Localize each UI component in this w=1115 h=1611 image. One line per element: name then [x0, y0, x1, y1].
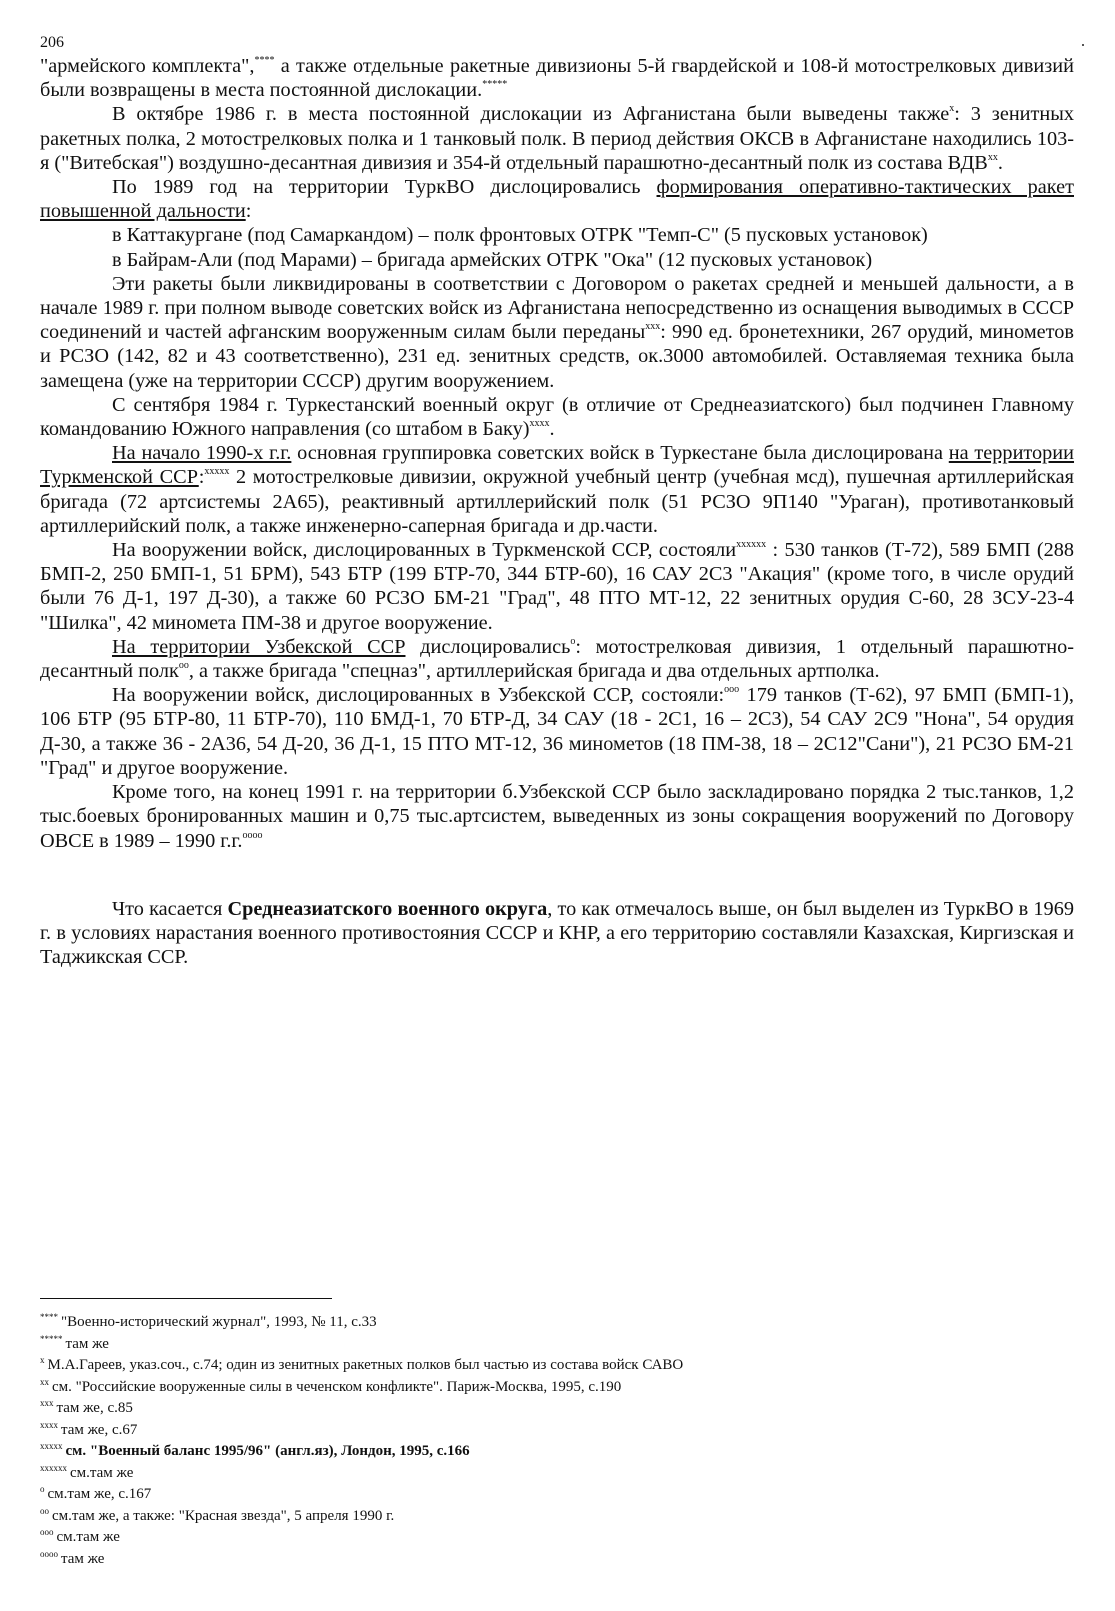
footnote-ref: xx — [987, 151, 998, 163]
page-number: 206 — [40, 34, 64, 51]
footnote-mark: xxxxxx — [40, 1462, 67, 1473]
footnote-item: $^{xx}$ см. "Российские вооруженные силы в чеченском конфликте". Париж-Москва, 1995, с.190 — [40, 1376, 622, 1395]
underlined-phrase: На начало 1990-х г.г. — [112, 442, 292, 465]
footnote-item: $^{xxxx}$ там же, с.67 — [40, 1419, 138, 1438]
footnote-ref: xxxxxx — [736, 539, 767, 551]
paragraph-10: На территории Узбекской ССР дислоцировались$^o$: мотострелковая дивизия, 1 отдельный парашютно-десантный полк$^{oo}$, а также бригада "спецназ", артиллерийская бригада и два отдельных артполка. — [40, 635, 1074, 683]
document-page — [40, 34, 1074, 969]
footnote-mark: ooo — [40, 1527, 54, 1537]
paragraph-1: "армейского комплекта",**** а также отдельные ракетные дивизионы 5-й гвардейской и 108-й мотострелковых дивизий были возвращены в места постоянной дислокации.***** — [40, 55, 1074, 102]
footnote-item: $^{oo}$ см.там же, а также: "Красная звезда", 5 апреля 1990 г. — [40, 1505, 395, 1524]
paragraph-gap — [40, 853, 1074, 897]
paragraph-4: в Каттакургане (под Самаркандом) – полк фронтовых ОТРК "Темп-С" (5 пусковых установок) — [112, 224, 928, 247]
paragraph-13: Что касается Среднеазиатского военного округа, то как отмечалось выше, он был выделен из ТуркВО в 1969 г. в условиях нарастания военного противостояния СССР и КНР, а его территорию составляли Казахская, Киргизская и Таджикская ССР. — [40, 897, 1074, 969]
footnote-ref: ***** — [482, 79, 508, 91]
paragraph-5: в Байрам-Али (под Марами) – бригада армейских ОТРК "Ока" (12 пусковых установок) — [112, 248, 873, 271]
footnote-item: $^{xxxxx}$ см. "Военный баланс 1995/96" (англ.яз), Лондон, 1995, с.166 — [40, 1441, 470, 1459]
bold-phrase: Среднеазиатского военного округа — [227, 897, 548, 920]
footnote-ref: ooo — [724, 684, 740, 696]
footnote-mark: oooo — [40, 1548, 58, 1559]
paragraph-12: Кроме того, на конец 1991 г. на территории б.Узбекской ССР было заскладировано порядка 2 тыс.танков, 1,2 тыс.боевых бронированных машин и 0,75 тыс.артсистем, выведенных из зоны сокращения вооружений по Договору ОВСЕ в 1989 – 1990 г.г.$^{oooo}$ — [40, 781, 1074, 852]
footnote-item: $^{xxxxxx}$ см.там же — [40, 1462, 134, 1481]
footnote-item: $^{xxx}$ там же, с.85 — [40, 1398, 133, 1416]
footnote-item: $^{ooo}$ см.там же — [40, 1527, 120, 1545]
footnote-mark: xxxxx — [40, 1441, 63, 1451]
paragraph-3: По 1989 год на территории ТуркВО дислоцировались формирования оперативно-тактических ракет повышенной дальности: — [40, 176, 1074, 223]
footnote-ref: xxx — [645, 321, 661, 333]
footnote-mark: xx — [40, 1376, 49, 1387]
footnote-item: $^o$ см.там же, с.167 — [40, 1484, 152, 1502]
footnote-separator — [40, 1298, 332, 1299]
footnote-ref: xxxx — [529, 418, 550, 430]
footnotes — [40, 1312, 1074, 1570]
footnote-item: $^x$ М.А.Гареев, указ.соч., с.74; один из зенитных ракетных полков был частью из состава войск САВО — [40, 1355, 684, 1373]
paragraph-2: В октябре 1986 г. в места постоянной дислокации из Афганистана были выведены также$^x$: 3 зенитных ракетных полка, 2 мотострелковых полка и 1 танковый полк. В период действия ОКСВ в Афганистане находились 103-я ("Витебская") воздушно-десантная дивизия и 354-й отдельный парашютно-десантный полк из состава ВДВ$^{xx}$. — [40, 103, 1075, 174]
footnote-mark: x — [40, 1355, 45, 1365]
footnote-ref: o — [570, 635, 576, 647]
footnote-mark: oo — [40, 1505, 49, 1516]
footnote-item: **** "Военно-исторический журнал", 1993, № 11, с.33 — [40, 1312, 377, 1330]
footnote-item: ***** там же — [40, 1333, 109, 1352]
footnote-mark: xxxx — [40, 1419, 58, 1430]
footnote-ref: oooo — [242, 829, 263, 841]
footnote-ref: **** — [254, 55, 275, 66]
footnote-ref: oo — [178, 660, 189, 672]
footnote-item: $^{oooo}$ там же — [40, 1548, 105, 1567]
underlined-phrase: на территории Туркменской ССР — [40, 442, 1075, 489]
footnote-mark: xxx — [40, 1398, 54, 1408]
paragraph-8: На начало 1990-х г.г. основная группировка советских войск в Туркестане была дислоцирована на территории Туркменской ССР:$^{xxxxx}$ 2 мотострелковые дивизии, окружной учебный центр (учебная мсд), пушечная артиллерийская бригада (72 артсистемы 2А65), реактивный артиллерийский полк (51 РСЗО 9П140 "Ураган), противотанковый артиллерийский полк, а также инженерно-саперная бригада и др.части. — [40, 442, 1075, 537]
underlined-phrase: На территории Узбекской ССР — [112, 635, 406, 658]
footnote-ref: xxxxx — [204, 466, 230, 478]
footnote-mark: o — [40, 1484, 45, 1494]
footnote-ref: x — [949, 103, 955, 115]
footnote-mark: ***** — [40, 1333, 63, 1344]
paragraph-7: С сентября 1984 г. Туркестанский военный округ (в отличие от Среднеазиатского) был подчинен Главному командованию Южного направления (со штабом в Баку)$^{xxxx}$. — [40, 393, 1074, 441]
paragraph-9: На вооружении войск, дислоцированных в Туркменской ССР, состояли$^{xxxxxx}$ : 530 танков (Т-72), 589 БМП (288 БМП-2, 250 БМП-1, 51 БРМ), 543 БТР (199 БТР-70, 344 БТР-60), 16 САУ 2С3 "Акация" (кроме того, в числе орудий были 76 Д-1, 197 Д-30), а также 60 РСЗО БМ-21 "Град", 48 ПТО МТ-12, 22 зенитных орудия С-60, 28 ЗСУ-23-4 "Шилка", 42 миномета ПМ-38 и другое вооружение. — [40, 539, 1075, 634]
footnote-mark: **** — [40, 1312, 58, 1322]
scan-speck — [1082, 44, 1084, 46]
paragraph-11: На вооружении войск, дислоцированных в Узбекской ССР, состояли:$^{ooo}$ 179 танков (Т-62), 97 БМП (БМП-1), 106 БТР (95 БТР-80, 11 БТР-70), 110 БМД-1, 70 БТР-Д, 34 САУ (18 - 2С1, 16 – 2С3), 54 САУ 2С9 "Нона", 54 орудия Д-30, а также 36 - 2А36, 54 Д-20, 36 Д-1, 15 ПТО МТ-12, 36 минометов (18 ПМ-38, 18 – 2С12"Сани"), 21 РСЗО БМ-21 "Град" и другое вооружение. — [40, 684, 1075, 779]
underlined-phrase: формирования оперативно-тактических ракет повышенной дальности — [40, 176, 1074, 223]
paragraph-6: Эти ракеты были ликвидированы в соответствии с Договором о ракетах средней и меньшей дальности, а в начале 1989 г. при полном выводе советских войск из Афганистана непосредственно из оснащения выводимых в СССР соединений и частей афганским вооруженным силам были переданы$^{xxx}$: 990 ед. бронетехники, 267 орудий, минометов и РСЗО (142, 82 и 43 соответственно), 231 ед. зенитных средств, ок.3000 автомобилей. Оставляемая техника была замещена (уже на территории СССР) другим вооружением. — [40, 272, 1074, 392]
